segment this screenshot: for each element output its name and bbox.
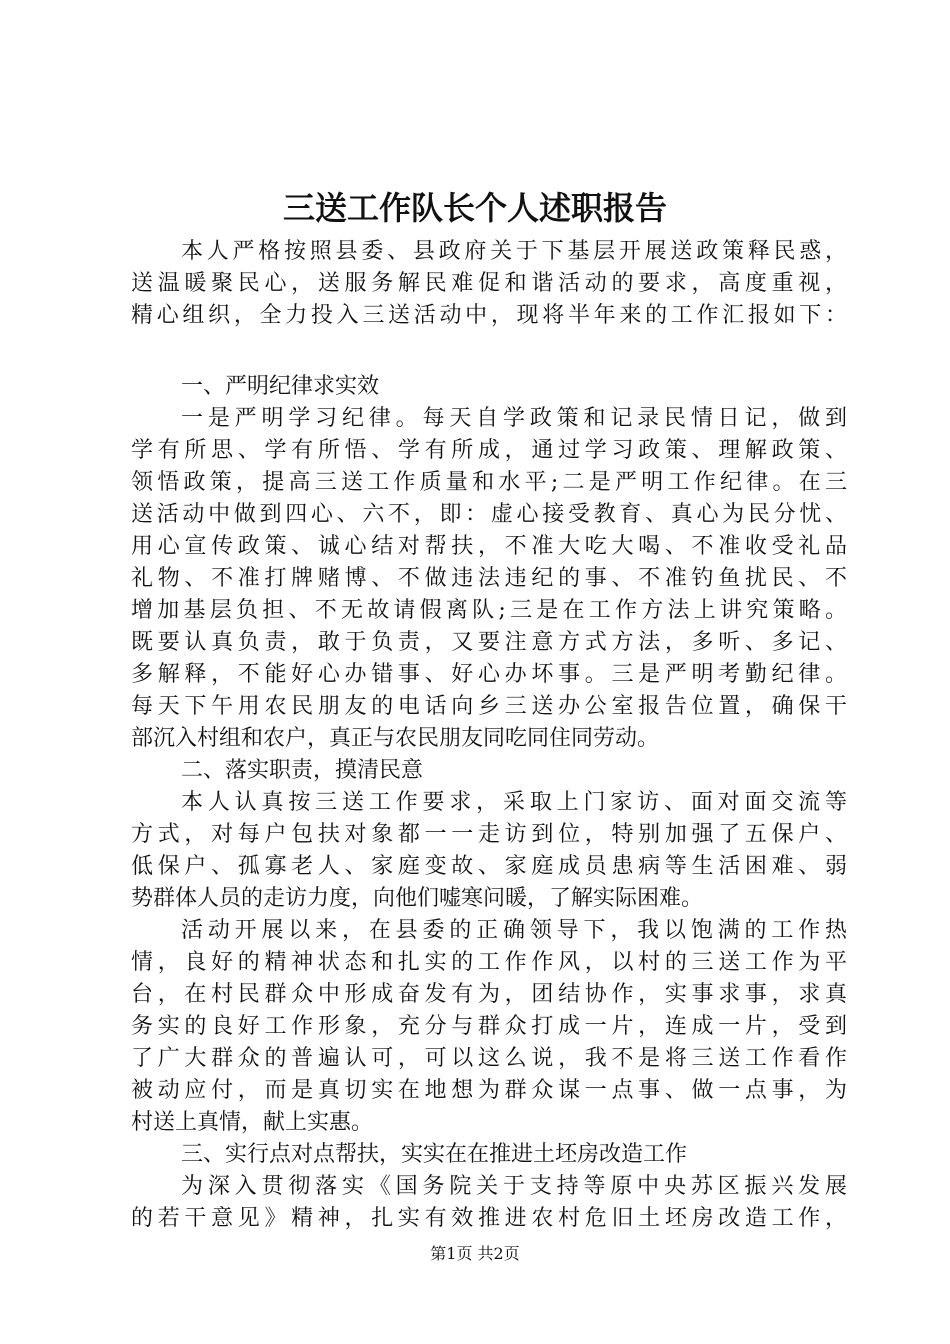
paragraph-line: 多解释，不能好心办错事、好心办坏事。三是严明考勤纪律。 bbox=[131, 662, 847, 687]
paragraph-line: 送活动中做到四心、六不，即：虚心接受教育、真心为民分忧、 bbox=[131, 502, 847, 527]
paragraph-line: 学有所思、学有所悟、学有所成，通过学习政策、理解政策、 bbox=[131, 438, 847, 463]
paragraph-line: 势群体人员的走访力度，向他们嘘寒问暖，了解实际困难。 bbox=[131, 886, 704, 911]
paragraph-line: 送温暖聚民心，送服务解民难促和谐活动的要求，高度重视， bbox=[131, 271, 847, 296]
section-heading: 二、落实职责，摸清民意 bbox=[181, 758, 424, 783]
page-footer: 第1页 共2页 bbox=[430, 1244, 520, 1263]
paragraph-line: 领悟政策，提高三送工作质量和水平;二是严明工作纪律。在三 bbox=[131, 470, 847, 495]
paragraph-line: 情，良好的精神状态和扎实的工作作风，以村的三送工作为平 bbox=[131, 950, 847, 975]
paragraph-line: 了广大群众的普遍认可，可以这么说，我不是将三送工作看作 bbox=[131, 1046, 847, 1071]
paragraph-line: 本人认真按三送工作要求，采取上门家访、面对面交流等 bbox=[181, 790, 847, 815]
paragraph-line: 礼物、不准打牌赌博、不做违法违纪的事、不准钓鱼扰民、不 bbox=[131, 566, 847, 591]
paragraph-line: 的若干意见》精神，扎实有效推进农村危旧土坯房改造工作， bbox=[131, 1206, 847, 1231]
paragraph-line: 一是严明学习纪律。每天自学政策和记录民情日记，做到 bbox=[181, 406, 847, 431]
paragraph-line: 被动应付，而是真切实在地想为群众谋一点事、做一点事，为 bbox=[131, 1078, 847, 1103]
section-heading: 一、严明纪律求实效 bbox=[181, 374, 380, 399]
document-title: 三送工作队长个人述职报告 bbox=[282, 189, 667, 227]
paragraph-line: 精心组织，全力投入三送活动中，现将半年来的工作汇报如下： bbox=[131, 303, 847, 328]
paragraph-line: 既要认真负责，敢于负责，又要注意方式方法，多听、多记、 bbox=[131, 630, 847, 655]
paragraph-line: 村送上真情，献上实惠。 bbox=[131, 1110, 374, 1135]
paragraph-line: 方式，对每户包扶对象都一一走访到位，特别加强了五保户、 bbox=[131, 822, 847, 847]
paragraph-line: 务实的良好工作形象，充分与群众打成一片，连成一片，受到 bbox=[131, 1014, 847, 1039]
paragraph-line: 为深入贯彻落实《国务院关于支持等原中央苏区振兴发展 bbox=[181, 1174, 847, 1199]
paragraph-gap bbox=[131, 332, 847, 371]
paragraph-line: 活动开展以来，在县委的正确领导下，我以饱满的工作热 bbox=[181, 918, 847, 943]
paragraph-line: 每天下午用农民朋友的电话向乡三送办公室报告位置，确保干 bbox=[131, 694, 847, 719]
document-body bbox=[131, 236, 847, 1235]
paragraph-line: 用心宣传政策、诚心结对帮扶，不准大吃大喝、不准收受礼品 bbox=[131, 534, 847, 559]
paragraph-line: 部沉入村组和农户，真正与农民朋友同吃同住同劳动。 bbox=[131, 726, 660, 751]
paragraph-line: 低保户、孤寡老人、家庭变故、家庭成员患病等生活困难、弱 bbox=[131, 854, 847, 879]
paragraph-line: 本人严格按照县委、县政府关于下基层开展送政策释民惑， bbox=[181, 239, 847, 264]
section-heading: 三、实行点对点帮扶，实实在在推进土坯房改造工作 bbox=[181, 1142, 688, 1167]
paragraph-line: 台，在村民群众中形成奋发有为，团结协作，实事求事，求真 bbox=[131, 982, 847, 1007]
paragraph-line: 增加基层负担、不无故请假离队;三是在工作方法上讲究策略。 bbox=[131, 598, 847, 623]
